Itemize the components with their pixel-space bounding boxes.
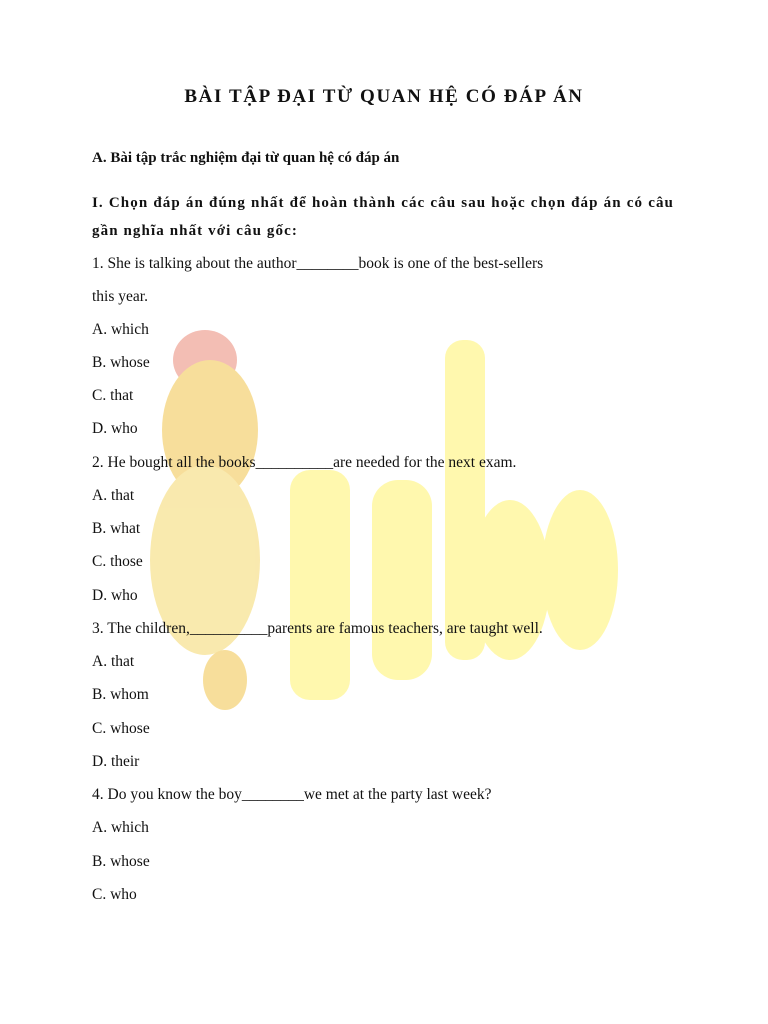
question-line: 4. Do you know the boy________we met at the party last week? [92,786,492,803]
answer-option: B. whose [92,853,150,870]
answer-option: B. what [92,520,141,537]
answer-option: A. which [92,321,149,338]
answer-option: A. that [92,487,135,504]
watermark-letter-n [372,480,432,680]
answer-option: A. that [92,653,135,670]
question-line: this year. [92,288,148,305]
question-line: 1. She is talking about the author________book is one of the best-sellers [92,255,544,272]
answer-option: A. which [92,819,149,836]
watermark-letter-o2 [542,490,618,650]
answer-option: C. whose [92,720,150,737]
answer-option: D. who [92,587,138,604]
instruction-text: I. Chọn đáp án đúng nhất để hoàn thành các câu sau hoặc chọn đáp án có câu gần nghĩa nhất với câu gốc: [92,195,674,239]
answer-option: C. who [92,886,137,903]
answer-option: C. those [92,553,143,570]
answer-option: D. their [92,753,140,770]
watermark-mascot-foot [203,650,247,710]
answer-option: B. whose [92,354,150,371]
section-heading: A. Bài tập trắc nghiệm đại từ quan hệ có đáp án [92,150,400,166]
question-line: 2. He bought all the books__________are needed for the next exam. [92,454,517,471]
answer-option: B. whom [92,686,149,703]
question-line: 3. The children,__________parents are famous teachers, are taught well. [92,620,543,637]
watermark-letter-v [290,470,350,700]
answer-option: D. who [92,420,138,437]
answer-option: C. that [92,387,134,404]
document-title: BÀI TẬP ĐẠI TỪ QUAN HỆ CÓ ĐÁP ÁN [184,86,584,107]
